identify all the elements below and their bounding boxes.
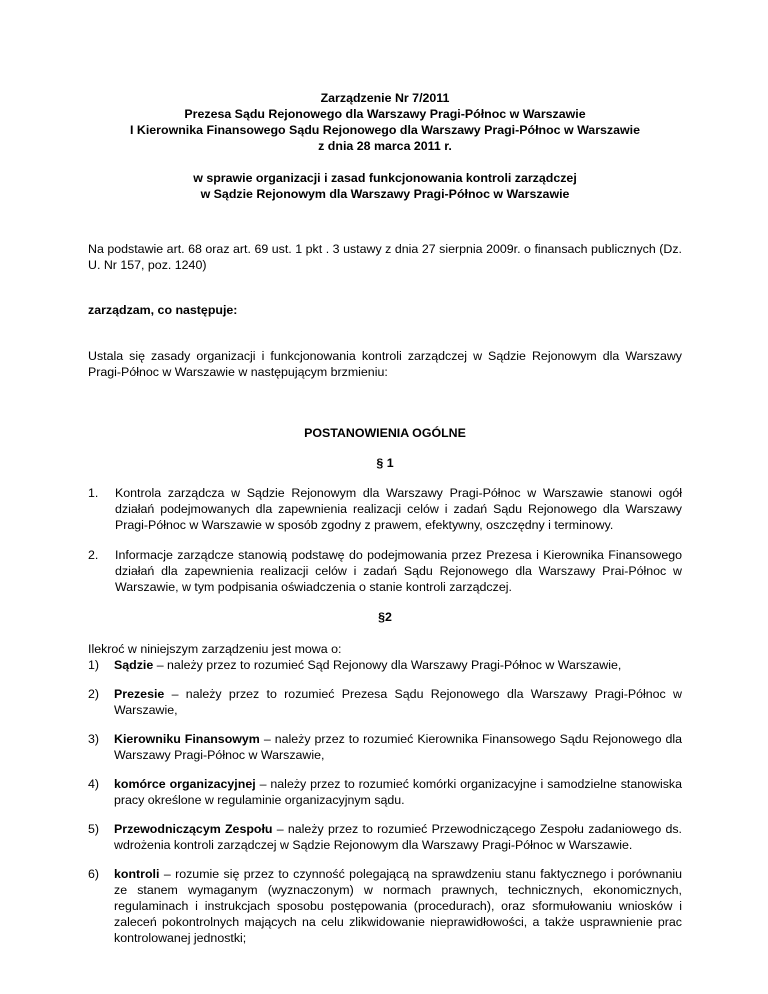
paragraph-1-item <box>88 547 682 595</box>
section-title: POSTANOWIENIA OGÓLNE <box>304 426 466 440</box>
definition-term: Przewodniczącym Zespołu <box>114 822 273 836</box>
item-text: Informacje zarządcze stanowią podstawę do podejmowania przez Prezesa i Kierownika Finansowego działań dla zapewnienia realizacji celów i zadań Sądu Rejonowego dla Warszawy Prai-Północ w Warszawie, w tym podpisania oświadczenia o stanie kontroli zarządczej. <box>115 548 682 594</box>
definition-term: Sądzie <box>114 658 154 672</box>
definitions-list <box>88 657 682 946</box>
definition-text: – rozumie się przez to czynność polegającą na sprawdzeniu stanu faktycznego i porównaniu ze stanem wymaganym (wyznaczonym) w normach prawnych, technicznych, ekonomicznych, regulaminach i instrukcjach sposobu postępowania (procedurach), oraz sformułowaniu wniosków i zaleceń pokontrolnych mających na celu zlikwidowanie nieprawidłowości, a także usprawnienie prac kontrolowanej jednostki; <box>114 867 682 945</box>
definition-text: – należy przez to rozumieć komórki organizacyjne i samodzielne stanowiska pracy określone w regulaminie organizacyjnym sądu. <box>114 777 682 807</box>
document-header <box>88 90 682 154</box>
header-line-2: Prezesa Sądu Rejonowego dla Warszawy Pragi-Północ w Warszawie <box>184 107 586 121</box>
definition-item <box>88 776 682 808</box>
item-number: 2. <box>88 548 99 562</box>
item-number: 3) <box>88 732 100 746</box>
item-number: 1. <box>88 486 99 500</box>
legal-basis: Na podstawie art. 68 oraz art. 69 ust. 1 pkt . 3 ustawy z dnia 27 sierpnia 2009r. o finansach publicznych (Dz. U. Nr 157, poz. 1240) <box>88 242 682 272</box>
item-number: 4) <box>88 777 100 791</box>
paragraph-2-title: §2 <box>378 610 392 624</box>
definition-item <box>88 731 682 763</box>
definition-term: komórce organizacyjnej <box>114 777 256 791</box>
intro-paragraph: Ustala się zasady organizacji i funkcjonowania kontroli zarządczej w Sądzie Rejonowym dla Warszawy Pragi-Północ w Warszawie w następującym brzmieniu: <box>88 349 682 379</box>
definition-text: – należy przez to rozumieć Prezesa Sądu Rejonowego dla Warszawy Pragi-Północ w Warszawie, <box>114 687 682 717</box>
definition-term: Kierowniku Finansowym <box>114 732 260 746</box>
paragraph-1-title: § 1 <box>376 456 394 470</box>
item-number: 1) <box>88 658 100 672</box>
definition-item <box>88 866 682 946</box>
item-number: 2) <box>88 687 100 701</box>
paragraph-2-intro: Ilekroć w niniejszym zarządzeniu jest mowa o: <box>88 642 342 656</box>
subject-line-1: w sprawie organizacji i zasad funkcjonowania kontroli zarządczej <box>193 171 577 185</box>
paragraph-1-list <box>88 485 682 595</box>
definition-term: kontroli <box>114 867 160 881</box>
header-line-4: z dnia 28 marca 2011 r. <box>318 139 452 153</box>
subject-line-2: w Sądzie Rejonowym dla Warszawy Pragi-Północ w Warszawie <box>200 187 570 201</box>
definition-text: – należy przez to rozumieć Sąd Rejonowy dla Warszawy Pragi-Północ w Warszawie, <box>153 658 622 672</box>
definition-item <box>88 686 682 718</box>
definition-item <box>88 821 682 853</box>
header-line-3: I Kierownika Finansowego Sądu Rejonowego dla Warszawy Pragi-Północ w Warszawie <box>130 123 640 137</box>
header-line-1: Zarządzenie Nr 7/2011 <box>320 91 450 105</box>
document-page <box>88 90 682 946</box>
definition-text: – należy przez to rozumieć Przewodniczącego Zespołu zadaniowego ds. wdrożenia kontroli zarządczej w Sądzie Rejonowym dla Warszawy Pragi-Północ w Warszawie. <box>114 822 682 852</box>
definition-text: – należy przez to rozumieć Kierownika Finansowego Sądu Rejonowego dla Warszawy Pragi-Północ w Warszawie, <box>114 732 682 762</box>
document-subject <box>88 170 682 202</box>
decree-statement: zarządzam, co następuje: <box>88 303 238 317</box>
item-number: 6) <box>88 867 100 881</box>
item-text: Kontrola zarządcza w Sądzie Rejonowym dla Warszawy Pragi-Północ w Warszawie stanowi ogół działań podejmowanych dla zapewnienia realizacji celów i zadań Sądu Rejonowego dla Warszawy Pragi-Północ w Warszawie w sposób zgodny z prawem, efektywny, oszczędny i terminowy. <box>115 486 682 532</box>
item-number: 5) <box>88 822 100 836</box>
definition-term: Prezesie <box>114 687 165 701</box>
definition-item <box>88 657 682 673</box>
paragraph-1-item <box>88 485 682 533</box>
